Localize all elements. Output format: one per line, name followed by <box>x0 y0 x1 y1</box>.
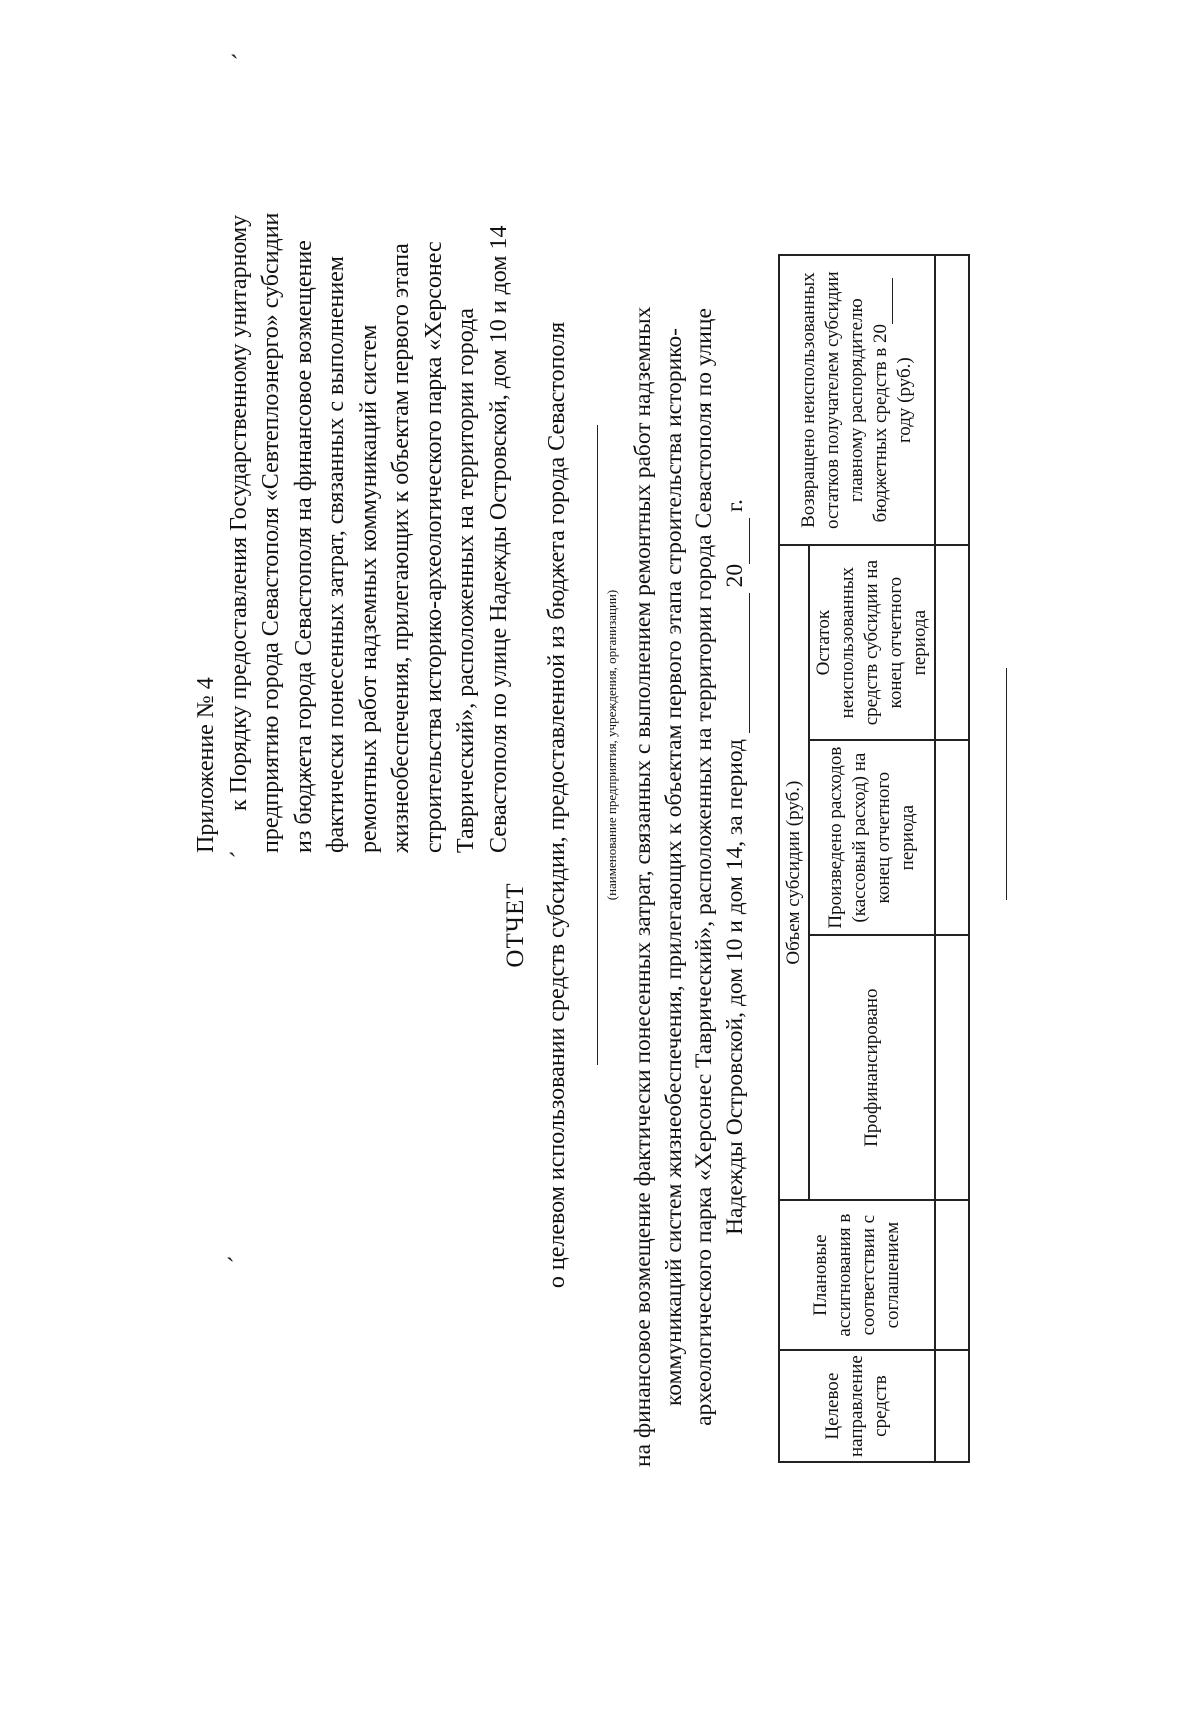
header-returned <box>779 255 935 545</box>
header-spent: Произведено расходов (кассовый расход) на конец отчетного периода <box>809 740 935 935</box>
period-year-blank <box>729 518 750 564</box>
header-subsidy-volume: Объем субсидии (руб.) <box>779 545 809 1200</box>
scan-speck: ˏ <box>226 1233 235 1262</box>
annex-line: ремонтных работ надземных коммуникаций систем <box>355 324 382 853</box>
annex-line: фактически понесенных затрат, связанных с выполнением <box>323 256 349 853</box>
rotated-content <box>190 5 1010 1585</box>
header-direction: Целевое направление средств <box>779 1350 935 1462</box>
report-subtitle: о целевом использовании средств субсидии, предоставленной из бюджета города Севастополя <box>544 321 570 1289</box>
annex-line: жизнеобеспечения, прилегающих к объектам первого этапа <box>388 243 414 853</box>
header-remaining: Остаток неиспользованных средств субсидии на конец отчетного периода <box>809 545 935 740</box>
report-title: ОТЧЕТ <box>502 882 529 968</box>
table-cell[interactable] <box>935 740 969 935</box>
period-prefix: Надежды Островской, дом 10 и дом 14, за период <box>721 739 748 1235</box>
organization-caption: (наименование предприятия, учреждения, организации) <box>604 589 619 901</box>
header-planned: Плановые ассигнования в соответствии с соглашением <box>779 1200 935 1350</box>
organization-name-line <box>597 425 598 1065</box>
period-year-prefix: 20 <box>721 563 748 588</box>
header-returned-year-suffix: году (руб.) <box>894 357 915 444</box>
header-returned-year-prefix: 20 <box>870 323 891 343</box>
scan-speck: ˏ <box>228 828 237 857</box>
purpose-line: коммуникаций систем жизнеобеспечения, прилегающих к объектам первого этапа строительства историко- <box>660 328 687 1406</box>
table-cell[interactable] <box>935 1350 969 1462</box>
subsidy-table <box>778 254 970 1463</box>
header-returned-year-blank <box>872 278 893 324</box>
annex-line: из бюджета города Севастополя на финансовое возмещение <box>290 240 317 853</box>
annex-line: к Порядку предоставления Государственному унитарному <box>225 214 252 811</box>
header-financed: Профинансировано <box>809 935 935 1200</box>
period-blank <box>729 593 750 733</box>
period-line <box>720 267 751 1467</box>
purpose-paragraph <box>628 267 750 1467</box>
table-cell[interactable] <box>935 255 969 545</box>
table-cell[interactable] <box>935 545 969 740</box>
annex-line: Севастополя по улице Надежды Островской, дом 10 и дом 14 <box>485 225 512 853</box>
purpose-line: археологического парка «Херсонес Таврический», расположенных на территории города Севастополя по улице <box>691 308 717 1426</box>
table-row <box>935 255 969 1462</box>
annex-block <box>190 13 515 853</box>
table-header-row <box>779 255 809 1462</box>
scan-speck: ˏ <box>230 30 239 59</box>
table-cell[interactable] <box>935 1200 969 1350</box>
annex-line: Таврический», расположенных на территории города <box>453 308 479 853</box>
annex-heading: Приложение № 4 <box>193 677 219 853</box>
header-returned-text: Возвращено неиспользованных остатков получателем субсидии главному распорядителю бюджетных средств в <box>798 271 891 529</box>
annex-line: строительства историко-археологического парка «Херсонес <box>420 241 447 853</box>
annex-line: предприятию города Севастополя «Севтеплоэнерго» субсидии <box>258 212 284 853</box>
purpose-line: на финансовое возмещение фактически понесенных затрат, связанных с выполнением ремонтных работ надземных <box>630 306 656 1467</box>
table-cell[interactable] <box>935 935 969 1200</box>
period-year-suffix: г. <box>721 499 748 512</box>
